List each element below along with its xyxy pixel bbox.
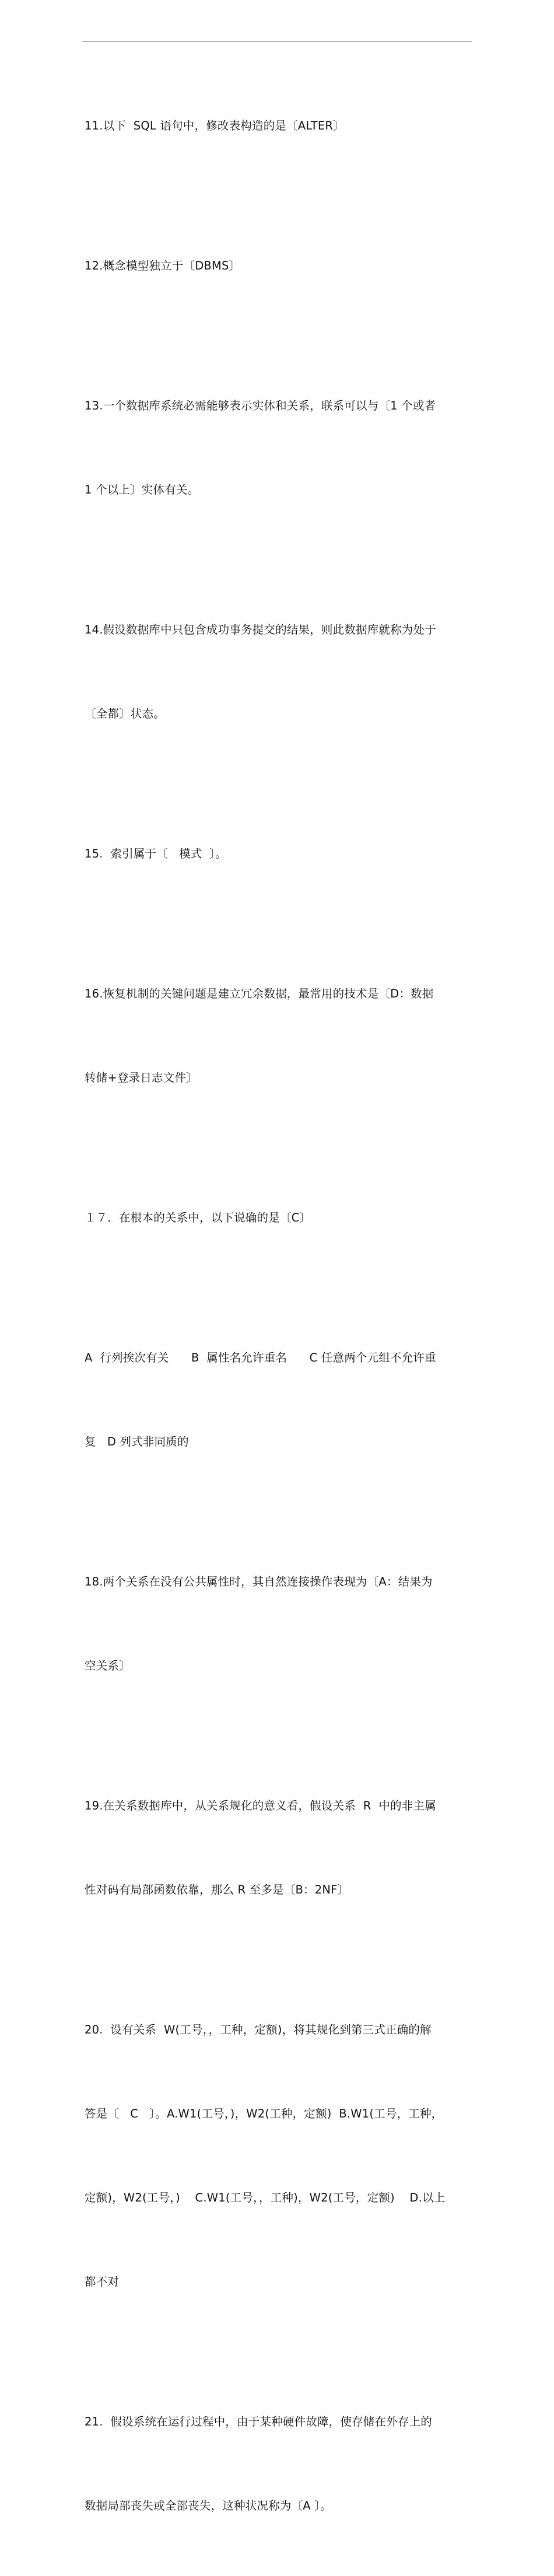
text-line: 12.概念模型独立于〔DBMS〕 bbox=[85, 259, 241, 272]
question-19 bbox=[85, 1736, 481, 1960]
text-line: 13.一个数据库系统必需能够表示实体和关系，联系可以与〔1 个或者 bbox=[85, 399, 436, 412]
question-17 bbox=[85, 1148, 481, 1288]
question-17-options bbox=[85, 1288, 481, 1512]
document-body bbox=[85, 56, 481, 2576]
question-16 bbox=[85, 924, 481, 1148]
text-line: 19.在关系数据库中，从关系规化的意义看，假设关系 R 中的非主属 bbox=[85, 1799, 436, 1812]
text-line: 数据局部丧失或全部丧失，这种状况称为〔A 〕。 bbox=[85, 2499, 332, 2512]
question-14 bbox=[85, 560, 481, 784]
text-line: 复 D 列式非同质的 bbox=[85, 1435, 189, 1448]
question-21 bbox=[85, 2352, 481, 2576]
text-line: 11.以下 SQL 语句中，修改表构造的是〔ALTER〕 bbox=[85, 119, 345, 132]
question-13 bbox=[85, 336, 481, 560]
question-12 bbox=[85, 196, 481, 336]
text-line: 18.两个关系在没有公共属性时，其自然连接操作表现为〔A：结果为 bbox=[85, 1575, 433, 1588]
text-line: 15. 索引属于〔 模式 〕。 bbox=[85, 847, 227, 860]
text-line: 定额)，W2(工号，) C.W1(工号，，工种)，W2(工号，定额) D.以上 bbox=[85, 2191, 446, 2204]
question-11 bbox=[85, 56, 481, 196]
text-line: 16.恢复机制的关键问题是建立冗余数据，最常用的技术是〔D：数据 bbox=[85, 987, 434, 1000]
text-line: 1 个以上〕实体有关。 bbox=[85, 483, 199, 496]
text-line: 空关系〕 bbox=[85, 1659, 131, 1672]
text-line: 20. 设有关系 W(工号，，工种，定额)，将其规化到第三式正确的解 bbox=[85, 2023, 432, 2036]
question-18 bbox=[85, 1512, 481, 1736]
question-15 bbox=[85, 784, 481, 924]
text-line: 性对码有局部函数依靠，那么 R 至多是〔B：2NF〕 bbox=[85, 1883, 349, 1896]
text-line: 〔全都〕状态。 bbox=[85, 707, 165, 720]
text-line: 21. 假设系统在运行过程中，由于某种硬件故障，使存储在外存上的 bbox=[85, 2415, 433, 2428]
text-line: 都不对 bbox=[85, 2275, 120, 2288]
text-line: 14.假设数据库中只包含成功事务提交的结果，则此数据库就称为处于 bbox=[85, 623, 436, 636]
text-line: 转储+登录日志文件〕 bbox=[85, 1071, 198, 1084]
text-line: A 行列挨次有关 B 属性名允许重名 C 任意两个元组不允许重 bbox=[85, 1351, 436, 1364]
question-20 bbox=[85, 1960, 481, 2352]
text-line: 答是〔 C 〕。A.W1(工号，)，W2(工种，定额) B.W1(工号，工种， bbox=[85, 2107, 443, 2120]
text-line: １７．在根本的关系中，以下说确的是〔C〕 bbox=[85, 1211, 311, 1224]
